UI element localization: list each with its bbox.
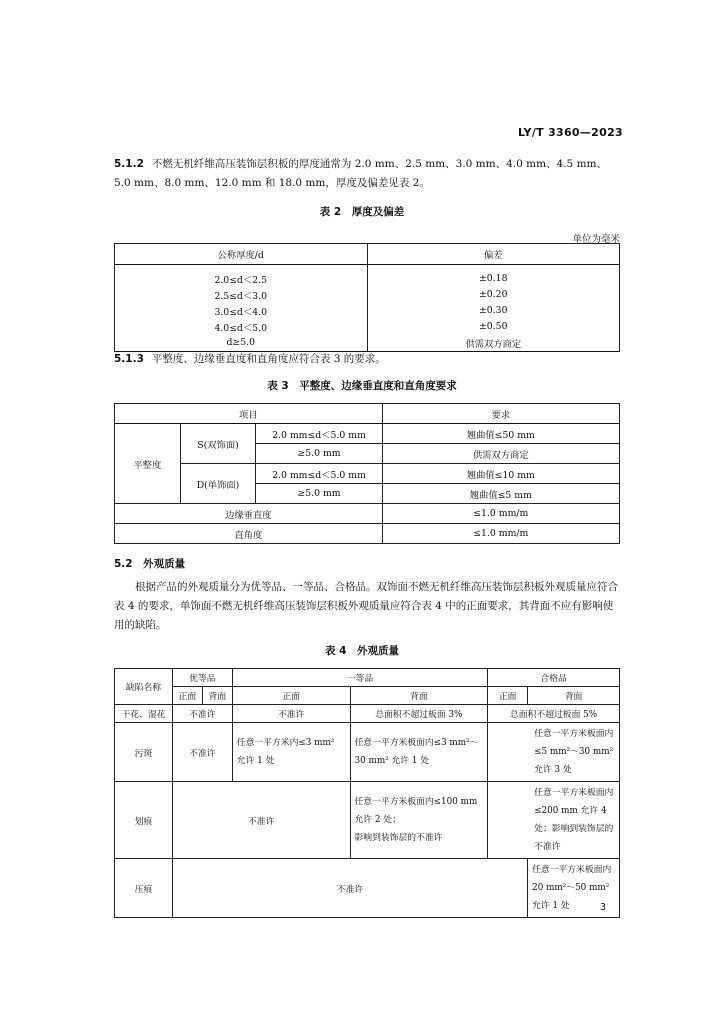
table-header-row <box>115 404 620 424</box>
table3-caption: 表 3 平整度、边缘垂直度和直角度要求 <box>267 380 457 392</box>
table-row <box>115 464 620 484</box>
table-cell: 任意一平方米板面内≤5 mm²～30 mm² 允许 3 处 <box>488 723 620 782</box>
table-cell: 翘曲值≤50 mm <box>382 424 619 444</box>
table-header-cell: 偏差 <box>367 244 620 265</box>
table-cell: ±0.18 <box>367 271 620 287</box>
table-cell: 不准许 <box>172 859 527 918</box>
table-header-cell: 背面 <box>528 687 620 705</box>
table-cell: 任意一平方米板面内≤200 mm 允许 4 处；影响到装饰层的不准许 <box>488 782 620 859</box>
standard-number: LY/T 3360—2023 <box>517 126 623 139</box>
table-row <box>115 287 620 303</box>
table-header-cell: 缺陷名称 <box>115 669 173 705</box>
table-cell: 边缘垂直度 <box>115 504 383 524</box>
table-row <box>115 504 620 524</box>
flatness-table <box>114 403 620 544</box>
table-cell: 翘曲值≤5 mm <box>382 484 619 504</box>
clause-number: 5.1.3 <box>114 353 144 365</box>
table-row <box>115 271 620 287</box>
table-cell: ±0.30 <box>367 303 620 319</box>
thickness-table <box>114 243 620 352</box>
table-cell: ≤1.0 mm/m <box>382 504 619 524</box>
table-header-cell: 正面 <box>488 687 528 705</box>
table-header-row <box>115 669 620 687</box>
table-row <box>115 524 620 544</box>
table-cell: 污斑 <box>115 723 173 782</box>
table-cell: 3.0≤d＜4.0 <box>115 303 368 319</box>
table-cell: 不准许 <box>172 782 350 859</box>
table-cell: 不准许 <box>172 705 232 723</box>
page-number: 3 <box>599 902 606 913</box>
table-header-cell: 要求 <box>382 404 619 424</box>
table-cell: d≥5.0 <box>115 335 368 352</box>
table-cell <box>350 782 488 859</box>
table-cell: 2.0 mm≤d＜5.0 mm <box>256 464 382 484</box>
table-row <box>115 723 620 782</box>
table-cell: 直角度 <box>115 524 383 544</box>
table-row <box>115 424 620 444</box>
table2-unit: 单位为毫米 <box>572 234 620 245</box>
section-5-2-paragraph: 根据产品的外观质量分为优等品、一等品、合格品。双饰面不燃无机纤维高压装饰层积板外观质量应符合表 4 的要求，单饰面不燃无机纤维高压装饰层积板外观质量应符合表 4 中的正面要求，其背面不应有影响使用的缺陷。 <box>114 581 618 631</box>
scratch-back-line-2: 影响到装饰层的不准许 <box>354 833 443 843</box>
table4-caption: 表 4 外观质量 <box>325 645 399 657</box>
appearance-table <box>114 668 620 918</box>
table-cell: 任意一平方米内≤3 mm² 允许 1 处 <box>232 723 350 782</box>
table-cell: 供需双方商定 <box>367 335 620 352</box>
clause-5-1-2 <box>114 155 620 193</box>
table-header-cell: 正面 <box>172 687 202 705</box>
flatness-label: 平整度 <box>115 424 181 504</box>
table-cell: ≥5.0 mm <box>256 484 382 504</box>
table-header-cell: 背面 <box>202 687 232 705</box>
table-row <box>115 319 620 335</box>
table-cell: 不准许 <box>232 705 350 723</box>
clause-number: 5.1.2 <box>114 158 144 170</box>
table-row <box>115 303 620 319</box>
table-cell: ≥5.0 mm <box>256 444 382 464</box>
table-cell: ±0.50 <box>367 319 620 335</box>
d-label: D(单饰面) <box>180 464 256 504</box>
clause-text: 平整度、边缘垂直度和直角度应符合表 3 的要求。 <box>151 353 386 365</box>
table-cell: 4.0≤d＜5.0 <box>115 319 368 335</box>
table-cell: 总面积不超过板面 3% <box>350 705 488 723</box>
clause-text: 不燃无机纤维高压装饰层积板的厚度通常为 2.0 mm、2.5 mm、3.0 mm、4.0 mm、4.5 mm、5.0 mm、8.0 mm、12.0 mm 和 18.0 mm，厚度及偏差见表 2。 <box>114 158 607 189</box>
table-cell: 任意一平方米板面内 20 mm²～50 mm² 允许 1 处 <box>528 859 620 918</box>
table-cell: ±0.20 <box>367 287 620 303</box>
table-cell: 2.0≤d＜2.5 <box>115 271 368 287</box>
table-row <box>115 705 620 723</box>
table-header-cell: 一等品 <box>232 669 487 687</box>
table-cell: 不准许 <box>172 723 232 782</box>
table-cell: 压痕 <box>115 859 173 918</box>
table-cell: 2.0 mm≤d＜5.0 mm <box>256 424 382 444</box>
table-cell: 2.5≤d＜3.0 <box>115 287 368 303</box>
table-row <box>115 859 620 918</box>
table-cell: 总面积不超过板面 5% <box>488 705 620 723</box>
table-cell: ≤1.0 mm/m <box>382 524 619 544</box>
s-label: S(双饰面) <box>180 424 256 464</box>
table-header-cell: 背面 <box>350 687 488 705</box>
table-cell: 供需双方商定 <box>382 444 619 464</box>
table-cell: 任意一平方米板面内≤3 mm²～30 mm² 允许 1 处 <box>350 723 488 782</box>
table-header-cell: 公称厚度/d <box>115 244 368 265</box>
table-header-row <box>115 244 620 265</box>
table-header-row <box>115 687 620 705</box>
table-row <box>115 335 620 352</box>
table-cell: 划痕 <box>115 782 173 859</box>
table-cell: 翘曲值≤10 mm <box>382 464 619 484</box>
table-header-cell: 优等品 <box>172 669 232 687</box>
table2-caption: 表 2 厚度及偏差 <box>319 206 405 218</box>
clause-5-1-3 <box>114 350 620 369</box>
scratch-back-line-1: 任意一平方米板面内≤100 mm 允许 2 处； <box>354 797 478 825</box>
table-header-cell: 正面 <box>232 687 350 705</box>
table-header-cell: 项目 <box>115 404 383 424</box>
table-header-cell: 合格品 <box>488 669 620 687</box>
table-cell: 干花、湿花 <box>115 705 173 723</box>
table-row <box>115 782 620 859</box>
section-5-2-title: 5.2 外观质量 <box>114 558 186 570</box>
